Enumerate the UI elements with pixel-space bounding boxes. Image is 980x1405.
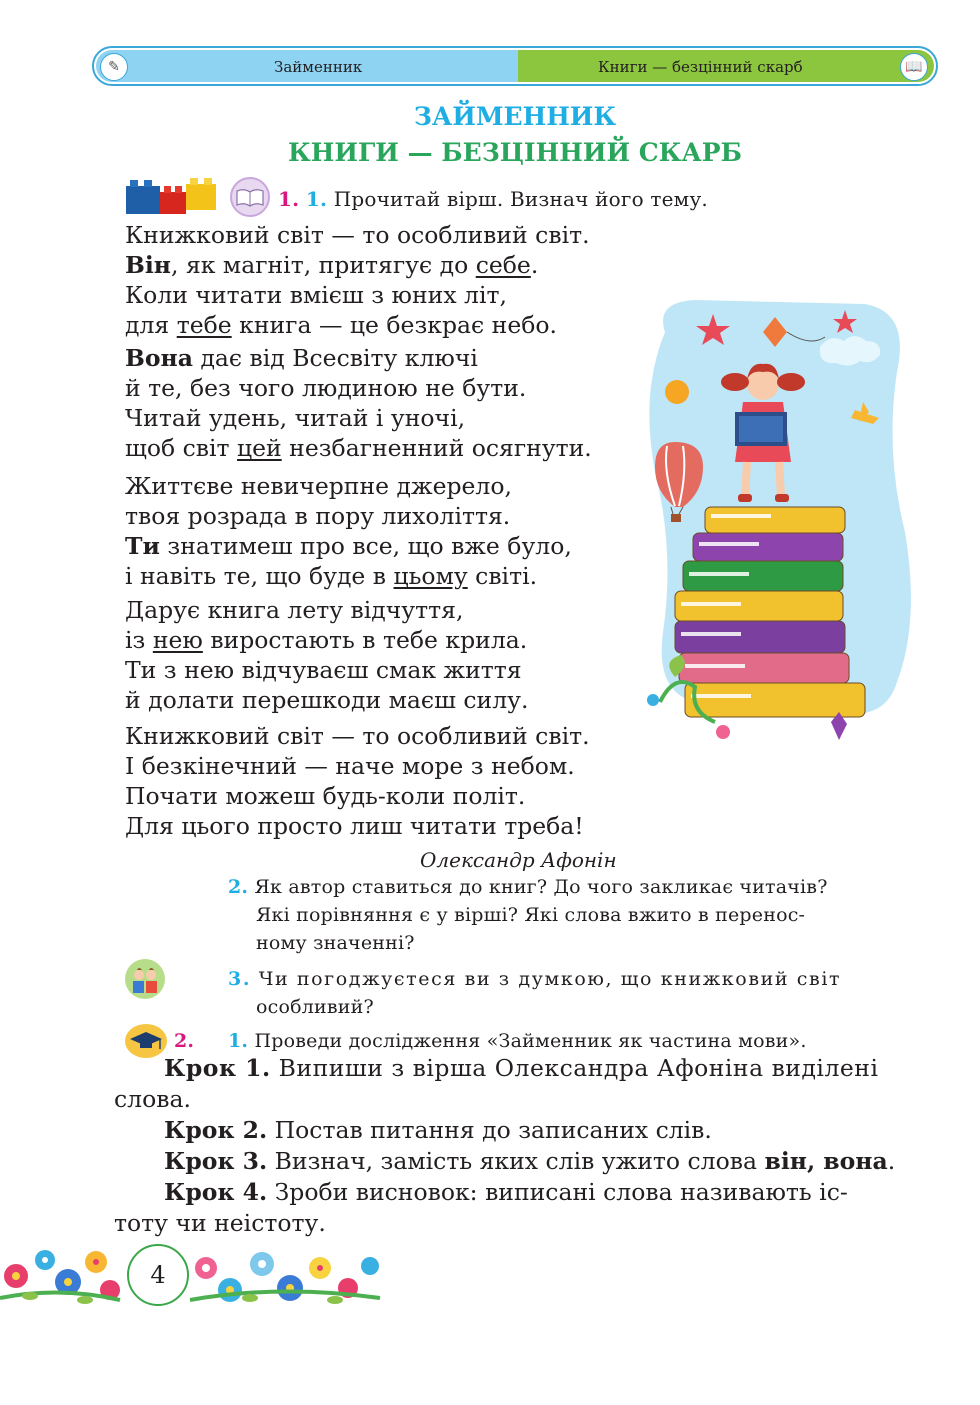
underlined-word: цей bbox=[237, 434, 282, 462]
poem-line: й те, без чого людиною не бути. bbox=[125, 374, 527, 402]
poem-text: для bbox=[125, 311, 177, 339]
highlighted-word: Вона bbox=[125, 344, 193, 372]
exercise-number: 1. bbox=[278, 187, 300, 211]
step-3-line bbox=[164, 1147, 895, 1175]
poem-line: І безкінечний — наче море з небом. bbox=[125, 752, 575, 780]
book-icon: 📖 bbox=[900, 53, 928, 81]
poem-text: із bbox=[125, 626, 153, 654]
poem-line bbox=[125, 626, 527, 654]
step-text: Зроби висновок: виписані слова називають іс- bbox=[267, 1178, 848, 1206]
exercise-1-instruction bbox=[278, 187, 708, 211]
header-bar bbox=[92, 46, 938, 86]
poem-line: Коли читати вмієш з юних літ, bbox=[125, 281, 507, 309]
exercise-number: 2. bbox=[174, 1030, 195, 1052]
pen-icon: ✎ bbox=[100, 53, 128, 81]
underlined-word: тебе bbox=[176, 311, 232, 339]
highlighted-word: він, вона bbox=[764, 1147, 888, 1175]
poem-line: Читай удень, читай і уночі, bbox=[125, 404, 466, 432]
open-book-icon bbox=[228, 176, 272, 218]
poem-text: . bbox=[530, 251, 539, 279]
instruction-text: Прочитай вірш. Визнач його тему. bbox=[333, 187, 708, 211]
poem-line: Для цього просто лиш читати треба! bbox=[125, 812, 584, 840]
task-3-line: особливий? bbox=[256, 996, 374, 1018]
poem-line: Книжковий світ — то особливий світ. bbox=[125, 221, 590, 249]
flower-border-decoration bbox=[0, 1238, 385, 1316]
page-title: ЗАЙМЕННИК bbox=[413, 102, 617, 131]
task-number: 2. bbox=[228, 876, 249, 898]
header-left-text: Займенник bbox=[274, 58, 363, 76]
step-4-line: тоту чи неістоту. bbox=[114, 1209, 326, 1237]
task-2-line: Які порівняння є у вірші? Які слова вжито в перенос- bbox=[256, 904, 806, 926]
step-2-line bbox=[164, 1116, 712, 1144]
poem-line bbox=[125, 344, 478, 372]
task-text: Чи погоджуєтеся ви з думкою, що книжковий світ bbox=[258, 968, 842, 990]
poem-line bbox=[125, 311, 557, 339]
poem-line: Книжковий світ — то особливий світ. bbox=[125, 722, 590, 750]
poem-line: Життєве невичерпне джерело, bbox=[125, 472, 512, 500]
poem-text: і навіть те, що буде в bbox=[125, 562, 394, 590]
step-1-line bbox=[164, 1054, 878, 1082]
header-right-text: Книги — безцінний скарб bbox=[598, 58, 803, 76]
step-text: Випиши з вірша Олександра Афоніна виділені bbox=[270, 1054, 879, 1082]
step-text: Постав питання до записаних слів. bbox=[267, 1116, 712, 1144]
step-text: Визнач, замість яких слів ужито слова bbox=[267, 1147, 765, 1175]
poem-line bbox=[125, 562, 537, 590]
task-number: 1. bbox=[305, 187, 328, 211]
page-subtitle: КНИГИ — БЕЗЦІННИЙ СКАРБ bbox=[288, 138, 742, 167]
header-left-section bbox=[96, 50, 518, 82]
underlined-word: цьому bbox=[393, 562, 468, 590]
header-right-section bbox=[518, 50, 934, 82]
task-3-line bbox=[228, 968, 841, 990]
step-label: Крок 1. bbox=[164, 1054, 271, 1082]
girl-reading-on-books-illustration bbox=[635, 292, 915, 752]
step-label: Крок 2. bbox=[164, 1116, 268, 1144]
poem-line bbox=[125, 434, 592, 462]
step-text: . bbox=[887, 1147, 896, 1175]
poem-line bbox=[125, 251, 538, 279]
poem-text: світі. bbox=[467, 562, 538, 590]
poem-line bbox=[125, 532, 572, 560]
underlined-word: себе bbox=[475, 251, 531, 279]
poem-text: виростають в тебе крила. bbox=[202, 626, 528, 654]
step-label: Крок 4. bbox=[164, 1178, 268, 1206]
poem-line: й долати перешкоди маєш силу. bbox=[125, 686, 529, 714]
step-label: Крок 3. bbox=[164, 1147, 268, 1175]
poem-line: твоя розрада в пору лихоліття. bbox=[125, 502, 511, 530]
task-number: 1. bbox=[228, 1030, 249, 1052]
task-2-line bbox=[228, 876, 828, 898]
poem-line: Почати можеш будь-коли політ. bbox=[125, 782, 526, 810]
lego-blocks-icon bbox=[124, 172, 222, 218]
poem-text: , як магніт, притягує до bbox=[171, 251, 476, 279]
poem-line: Дарує книга лету відчуття, bbox=[125, 596, 464, 624]
task-number: 3. bbox=[228, 968, 252, 990]
poem-text: знатимеш про все, що вже було, bbox=[159, 532, 572, 560]
step-4-line bbox=[164, 1178, 848, 1206]
instruction-text: Проведи дослідження «Займенник як частина мови». bbox=[254, 1030, 807, 1052]
exercise-2-instruction bbox=[228, 1030, 807, 1052]
step-1-line: слова. bbox=[114, 1085, 191, 1113]
graduation-cap-icon bbox=[124, 1022, 168, 1060]
task-2-line: ному значенні? bbox=[256, 932, 415, 954]
poem-text: дає від Всесвіту ключі bbox=[192, 344, 478, 372]
task-text: Як автор ставиться до книг? До чого закликає читачів? bbox=[254, 876, 828, 898]
poem-text: незбагненний осягнути. bbox=[281, 434, 592, 462]
poem-text: книга — це безкрає небо. bbox=[231, 311, 557, 339]
page-number: 4 bbox=[127, 1244, 189, 1306]
underlined-word: нею bbox=[152, 626, 203, 654]
exercise-2-instruction bbox=[174, 1030, 194, 1052]
pair-work-icon bbox=[124, 958, 166, 1000]
highlighted-word: Ти bbox=[125, 532, 160, 560]
highlighted-word: Він bbox=[125, 251, 171, 279]
poem-text: щоб світ bbox=[125, 434, 237, 462]
poem-author: Олександр Афонін bbox=[420, 848, 617, 872]
poem-line: Ти з нею відчуваєш смак життя bbox=[125, 656, 522, 684]
